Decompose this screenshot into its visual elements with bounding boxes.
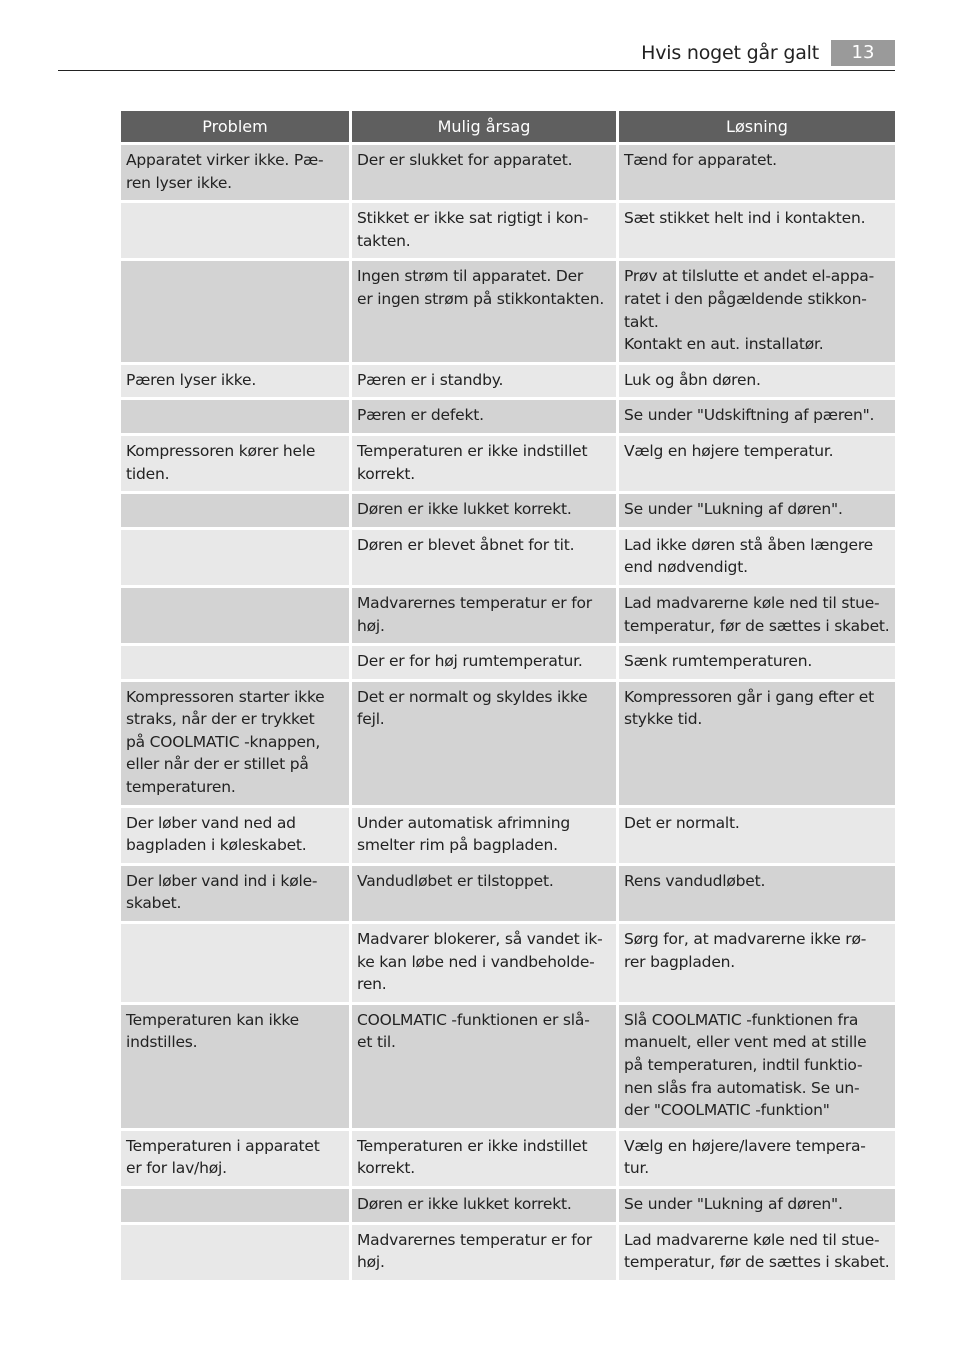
solution-cell: Slå COOLMATIC -funktionen fra manuelt, eller vent med at stille på temperaturen, indtil funktio- nen slås fra automatisk. Se un- der "COOLMATIC -funktion" [619, 1005, 895, 1128]
solution-cell: Det er normalt. [619, 808, 895, 863]
cause-cell: Pæren er i standby. [352, 365, 616, 398]
cause-cell: Det er normalt og skyldes ikke fejl. [352, 682, 616, 805]
column-header-problem: Problem [121, 111, 349, 142]
cause-cell: Der er for høj rumtemperatur. [352, 646, 616, 679]
solution-cell: Rens vandudløbet. [619, 866, 895, 921]
cause-cell: Der er slukket for apparatet. [352, 145, 616, 200]
solution-cell: Sænk rumtemperaturen. [619, 646, 895, 679]
table-row [121, 261, 895, 361]
problem-cell [121, 924, 349, 1002]
troubleshooting-table [118, 108, 898, 1283]
solution-cell: Vælg en højere/lavere tempera- tur. [619, 1131, 895, 1186]
cause-cell: Vandudløbet er tilstoppet. [352, 866, 616, 921]
table-row [121, 436, 895, 491]
table-header-row [121, 111, 895, 142]
table-row [121, 1225, 895, 1280]
table-row [121, 530, 895, 585]
table-row [121, 682, 895, 805]
problem-cell [121, 1189, 349, 1222]
problem-cell [121, 203, 349, 258]
table-row [121, 588, 895, 643]
solution-cell: Vælg en højere temperatur. [619, 436, 895, 491]
table-row [121, 866, 895, 921]
problem-cell: Der løber vand ned ad bagpladen i køleskabet. [121, 808, 349, 863]
solution-cell: Sørg for, at madvarerne ikke rø- rer bagpladen. [619, 924, 895, 1002]
table-row [121, 808, 895, 863]
solution-cell: Prøv at tilslutte et andet el-appa- ratet i den pågældende stikkon- takt. Kontakt en aut. installatør. [619, 261, 895, 361]
problem-cell: Pæren lyser ikke. [121, 365, 349, 398]
solution-cell: Tænd for apparatet. [619, 145, 895, 200]
cause-cell: Stikket er ikke sat rigtigt i kon- takten. [352, 203, 616, 258]
problem-cell [121, 400, 349, 433]
problem-cell [121, 494, 349, 527]
cause-cell: Under automatisk afrimning smelter rim på bagpladen. [352, 808, 616, 863]
solution-cell: Lad madvarerne køle ned til stue- temperatur, før de sættes i skabet. [619, 1225, 895, 1280]
cause-cell: Døren er blevet åbnet for tit. [352, 530, 616, 585]
problem-cell: Apparatet virker ikke. Pæ- ren lyser ikke. [121, 145, 349, 200]
solution-cell: Se under "Udskiftning af pæren". [619, 400, 895, 433]
solution-cell: Se under "Lukning af døren". [619, 1189, 895, 1222]
column-header-solution: Løsning [619, 111, 895, 142]
table-row [121, 1189, 895, 1222]
table-row [121, 646, 895, 679]
solution-cell: Sæt stikket helt ind i kontakten. [619, 203, 895, 258]
solution-cell: Luk og åbn døren. [619, 365, 895, 398]
cause-cell: Temperaturen er ikke indstillet korrekt. [352, 436, 616, 491]
problem-cell: Der løber vand ind i køle- skabet. [121, 866, 349, 921]
problem-cell [121, 530, 349, 585]
cause-cell: Døren er ikke lukket korrekt. [352, 1189, 616, 1222]
cause-cell: Temperaturen er ikke indstillet korrekt. [352, 1131, 616, 1186]
problem-cell: Temperaturen i apparatet er for lav/høj. [121, 1131, 349, 1186]
cause-cell: Ingen strøm til apparatet. Der er ingen strøm på stikkontakten. [352, 261, 616, 361]
problem-cell: Kompressoren kører hele tiden. [121, 436, 349, 491]
table-row [121, 924, 895, 1002]
problem-cell [121, 588, 349, 643]
table-row [121, 365, 895, 398]
problem-cell: Temperaturen kan ikke indstilles. [121, 1005, 349, 1128]
table-row [121, 203, 895, 258]
problem-cell [121, 1225, 349, 1280]
cause-cell: COOLMATIC -funktionen er slå- et til. [352, 1005, 616, 1128]
table-body [121, 145, 895, 1280]
table-row [121, 1131, 895, 1186]
problem-cell [121, 261, 349, 361]
table-row [121, 494, 895, 527]
cause-cell: Madvarer blokerer, så vandet ik- ke kan løbe ned i vandbeholde- ren. [352, 924, 616, 1002]
solution-cell: Lad madvarerne køle ned til stue- temperatur, før de sættes i skabet. [619, 588, 895, 643]
table-row [121, 145, 895, 200]
column-header-cause: Mulig årsag [352, 111, 616, 142]
page-header [58, 40, 895, 71]
solution-cell: Lad ikke døren stå åben længere end nødvendigt. [619, 530, 895, 585]
cause-cell: Madvarernes temperatur er for høj. [352, 588, 616, 643]
solution-cell: Se under "Lukning af døren". [619, 494, 895, 527]
cause-cell: Døren er ikke lukket korrekt. [352, 494, 616, 527]
problem-cell [121, 646, 349, 679]
page-number: 13 [831, 40, 895, 66]
section-title: Hvis noget går galt [641, 42, 819, 64]
problem-cell: Kompressoren starter ikke straks, når der er trykket på COOLMATIC -knappen, eller når der er stillet på temperaturen. [121, 682, 349, 805]
table-row [121, 400, 895, 433]
cause-cell: Pæren er defekt. [352, 400, 616, 433]
cause-cell: Madvarernes temperatur er for høj. [352, 1225, 616, 1280]
table-row [121, 1005, 895, 1128]
solution-cell: Kompressoren går i gang efter et stykke tid. [619, 682, 895, 805]
